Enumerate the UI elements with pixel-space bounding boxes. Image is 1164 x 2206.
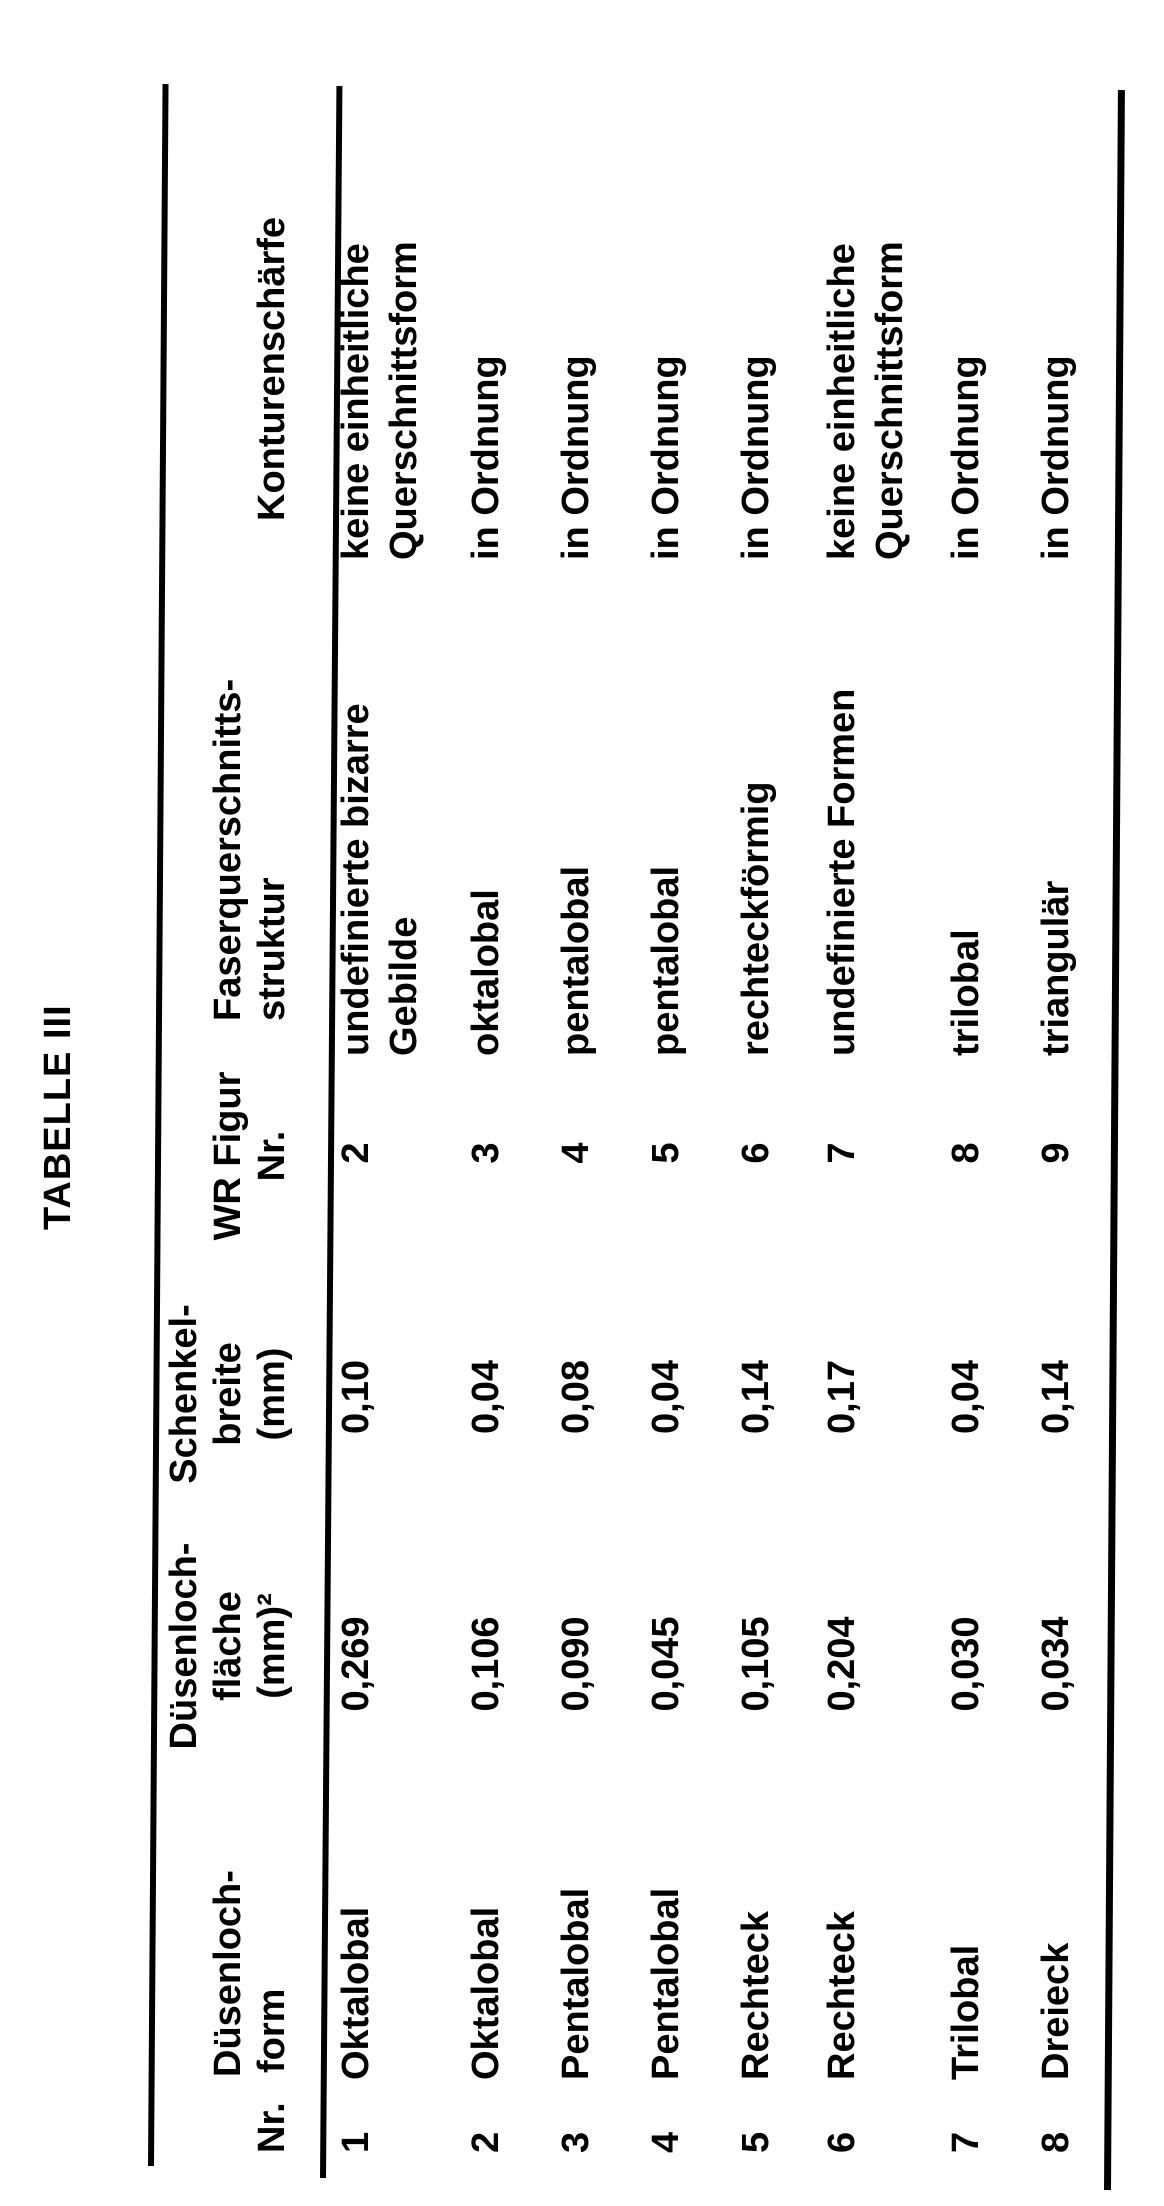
header-form: form	[251, 1988, 293, 2073]
table-cell-breite	[332, 1360, 380, 1434]
table-cell-flaeche	[942, 1616, 990, 1711]
table-cell-line: keine einheitliche	[335, 243, 377, 560]
table-cell-line: 4	[555, 1142, 597, 1164]
table-cell-line: in Ordnung	[645, 355, 687, 560]
table-cell-struktur	[332, 703, 428, 1056]
table-cell-breite	[732, 1360, 780, 1434]
table-caption: TABELLE III	[37, 1004, 79, 1230]
table-cell-line: 4	[645, 2131, 687, 2153]
header-struktur-line2: struktur	[251, 877, 293, 1021]
table-cell-breite	[462, 1360, 510, 1434]
header-breite	[162, 1304, 294, 1484]
table-cell-line: 0,04	[645, 1360, 687, 1434]
table-cell-line: undefinierte bizarre	[335, 703, 377, 1056]
table-cell-line: Querschnittsform	[383, 241, 425, 560]
table-cell-line: 0,204	[821, 1616, 863, 1712]
table-cell-line: 0,034	[1035, 1616, 1077, 1712]
header-flaeche-line2: fläche	[207, 1591, 249, 1701]
header-nr: Nr.	[251, 2102, 293, 2153]
table-top-rule	[148, 84, 169, 2166]
table-cell-line: 5	[645, 1142, 687, 1164]
table-cell-breite	[642, 1360, 690, 1434]
header-kontur: Konturenschärfe	[251, 216, 293, 521]
table-cell-struktur	[818, 689, 866, 1056]
table-cell-wr	[552, 1142, 600, 1163]
table-cell-line: trilobal	[945, 929, 987, 1056]
table-cell-line: 0,105	[735, 1616, 777, 1712]
table-cell-line: Oktalobal	[465, 1906, 507, 2080]
table-cell-kontur	[332, 241, 428, 560]
table-cell-line: 0,10	[335, 1360, 377, 1434]
header-flaeche-line3: (mm)²	[251, 1593, 293, 1699]
table-cell-line: 0,030	[945, 1616, 987, 1712]
table-cell-kontur	[942, 355, 990, 560]
header-struktur	[206, 679, 294, 1021]
table-cell-line: 2	[335, 1142, 377, 1164]
table-cell-line: rechteckförmig	[735, 781, 777, 1056]
table-cell-line: undefinierte Formen	[821, 688, 863, 1056]
table-cell-form	[462, 1907, 510, 2080]
table-cell-nr	[942, 2132, 990, 2153]
table-cell-form	[552, 1888, 600, 2080]
table-cell-wr	[732, 1142, 780, 1163]
table-cell-line: 7	[821, 1142, 863, 1164]
header-flaeche-line1: Düsenloch-	[163, 1542, 205, 1750]
table-cell-line: 8	[1035, 2131, 1077, 2153]
table-cell-line: 8	[945, 1142, 987, 1164]
table-cell-line: 1	[335, 2131, 377, 2153]
table-cell-line: 0,14	[735, 1360, 777, 1434]
table-cell-struktur	[642, 866, 690, 1056]
table-cell-form	[1032, 1943, 1080, 2080]
table-cell-line: 6	[821, 2131, 863, 2153]
table-cell-breite	[942, 1360, 990, 1434]
table-cell-line: 0,090	[555, 1616, 597, 1712]
table-cell-line: in Ordnung	[1035, 355, 1077, 560]
table-cell-breite	[552, 1360, 600, 1434]
table-cell-flaeche	[642, 1616, 690, 1711]
table-cell-kontur	[642, 355, 690, 560]
table-bottom-rule	[1104, 90, 1125, 2190]
table-cell-kontur	[1032, 355, 1080, 560]
header-struktur-line1: Faserquerschnitts-	[207, 678, 249, 1021]
table-cell-line: in Ordnung	[945, 355, 987, 560]
table-cell-form	[332, 1907, 380, 2080]
table-cell-kontur	[552, 355, 600, 560]
table-cell-wr	[818, 1142, 866, 1163]
table-cell-line: 0,269	[335, 1616, 377, 1712]
table-cell-line: Querschnittsform	[869, 241, 911, 560]
header-breite-line3: (mm)	[251, 1347, 293, 1441]
table-cell-form	[818, 1911, 866, 2080]
header-flaeche	[162, 1543, 294, 1750]
table-cell-line: 7	[945, 2131, 987, 2153]
table-cell-line: triangulär	[1035, 880, 1077, 1056]
table-cell-line: 9	[1035, 1142, 1077, 1164]
table-cell-nr	[732, 2132, 780, 2153]
table-cell-breite	[1032, 1360, 1080, 1434]
table-cell-nr	[552, 2132, 600, 2153]
table-cell-line: keine einheitliche	[821, 243, 863, 560]
header-breite-line2: breite	[207, 1342, 249, 1446]
table-cell-struktur	[732, 781, 780, 1056]
table-cell-line: pentalobal	[645, 865, 687, 1056]
table-cell-line: Pentalobal	[555, 1887, 597, 2080]
table-cell-kontur	[732, 355, 780, 560]
table-cell-struktur	[462, 889, 510, 1056]
table-cell-flaeche	[332, 1616, 380, 1711]
table-cell-line: 0,045	[645, 1616, 687, 1712]
table-cell-line: 0,14	[1035, 1360, 1077, 1434]
header-duesenlochform-line1: Düsenloch-	[207, 1870, 249, 2077]
table-cell-flaeche	[552, 1616, 600, 1711]
table-cell-kontur	[462, 355, 510, 560]
table-cell-nr	[642, 2132, 690, 2153]
table-cell-line: 0,17	[821, 1360, 863, 1434]
table-cell-line: 0,04	[945, 1360, 987, 1434]
table-cell-nr	[332, 2132, 380, 2153]
table-cell-breite	[818, 1360, 866, 1434]
table-cell-wr	[942, 1142, 990, 1163]
table-cell-line: in Ordnung	[735, 355, 777, 560]
table-cell-line: 6	[735, 1142, 777, 1164]
table-cell-form	[942, 1945, 990, 2080]
table-cell-flaeche	[1032, 1616, 1080, 1711]
table-cell-flaeche	[462, 1616, 510, 1711]
table-cell-wr	[642, 1142, 690, 1163]
table-cell-flaeche	[818, 1616, 866, 1711]
header-breite-line1: Schenkel-	[163, 1304, 205, 1484]
table-cell-wr	[462, 1142, 510, 1163]
table-cell-line: in Ordnung	[465, 355, 507, 560]
table-cell-struktur	[942, 929, 990, 1056]
table-cell-line: Pentalobal	[645, 1887, 687, 2080]
table-cell-line: Trilobal	[945, 1944, 987, 2080]
table-cell-struktur	[1032, 881, 1080, 1056]
table-cell-form	[642, 1888, 690, 2080]
table-cell-flaeche	[732, 1616, 780, 1711]
header-wr-line1: WR Figur	[207, 1071, 249, 1241]
table-cell-line: in Ordnung	[555, 355, 597, 560]
table-cell-line: pentalobal	[555, 865, 597, 1056]
table-cell-struktur	[552, 866, 600, 1056]
table-cell-line: 0,04	[465, 1360, 507, 1434]
table-cell-line: Oktalobal	[335, 1906, 377, 2080]
table-cell-line: oktalobal	[465, 889, 507, 1056]
table-cell-line: 3	[465, 1142, 507, 1164]
table-cell-nr	[818, 2132, 866, 2153]
header-wr-line2: Nr.	[251, 1130, 293, 1182]
table-cell-line: 3	[555, 2131, 597, 2153]
table-cell-line: 0,106	[465, 1616, 507, 1712]
table-cell-line: 0,08	[555, 1360, 597, 1434]
table-cell-wr	[332, 1142, 380, 1163]
table-cell-line: Dreieck	[1035, 1942, 1077, 2080]
table-cell-line: Rechteck	[735, 1911, 777, 2080]
table-cell-line: 2	[465, 2131, 507, 2153]
table-cell-line: Gebilde	[383, 916, 425, 1056]
header-wr-figur	[206, 1072, 294, 1241]
table-cell-form	[732, 1911, 780, 2080]
table-cell-nr	[462, 2132, 510, 2153]
table-cell-wr	[1032, 1142, 1080, 1163]
table-cell-line: 5	[735, 2131, 777, 2153]
table-cell-line: Rechteck	[821, 1911, 863, 2080]
table-cell-nr	[1032, 2132, 1080, 2153]
table-cell-kontur	[818, 241, 914, 560]
